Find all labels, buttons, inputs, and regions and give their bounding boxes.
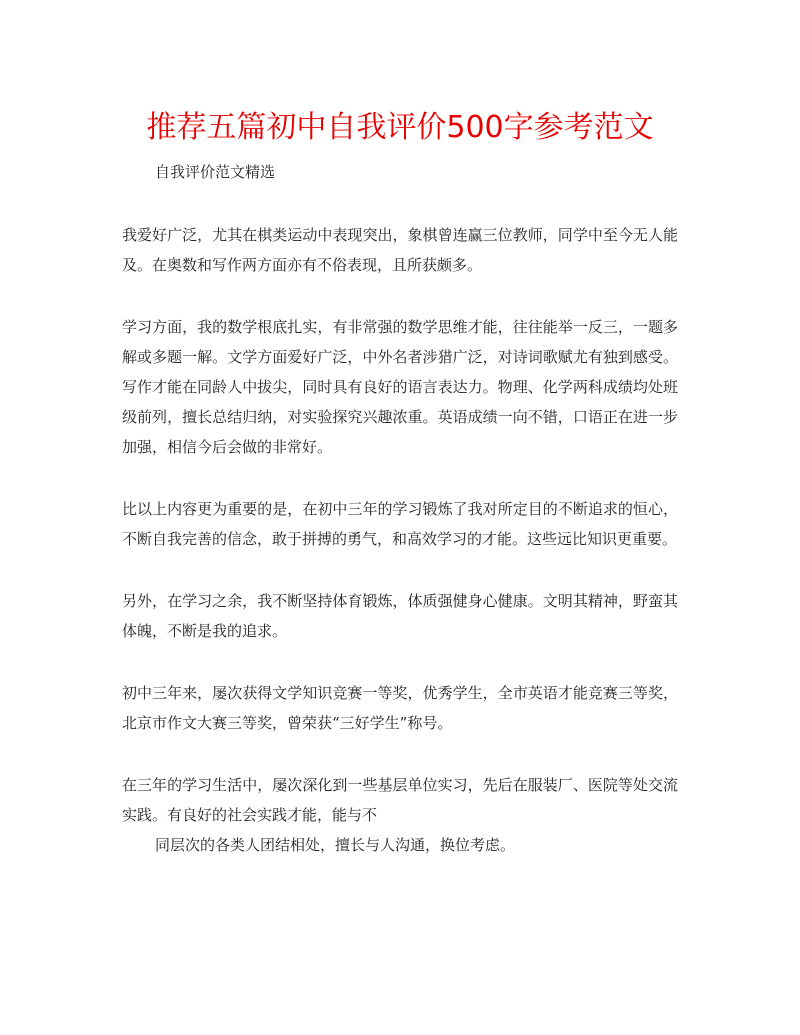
paragraph-continuation: 同层次的各类人团结相处，擅长与人沟通，换位考虑。 bbox=[155, 836, 516, 854]
paragraph-sports: 另外，在学习之余，我不断坚持体育锻炼，体质强健身心健康。文明其精神，野蛮其体魄，不断是我的追求。 bbox=[122, 592, 678, 640]
paragraph-practice: 在三年的学习生活中，屡次深化到一些基层单位实习，先后在服装厂、医院等处交流实践。有良好的社会实践才能，能与不 bbox=[122, 776, 678, 824]
paragraph-study: 学习方面，我的数学根底扎实，有非常强的数学思维才能，往往能举一反三，一题多解或多题一解。文学方面爱好广泛，中外名者涉猎广泛，对诗词歌赋尤有独到感受。写作才能在同龄人中拔尖，同时具有良好的语言表达力。物理、化学两科成绩均处班级前列，擅长总结归纳，对实验探究兴趣浓重。英语成绩一向不错，口语正在进一步加强，相信今后会做的非常好。 bbox=[122, 318, 678, 456]
document-body bbox=[122, 220, 678, 860]
paragraph-hobbies: 我爱好广泛，尤其在棋类运动中表现突出，象棋曾连赢三位教师，同学中至今无人能及。在奥数和写作两方面亦有不俗表现，且所获颇多。 bbox=[122, 226, 678, 274]
paragraph-perseverance: 比以上内容更为重要的是，在初中三年的学习锻炼了我对所定目的不断追求的恒心，不断自我完善的信念，敢于拼搏的勇气，和高效学习的才能。这些远比知识更重要。 bbox=[122, 500, 678, 548]
document-subtitle: 自我评价范文精选 bbox=[155, 163, 276, 181]
paragraph-awards: 初中三年来，屡次获得文学知识竞赛一等奖，优秀学生，全市英语才能竞赛三等奖，北京市作文大赛三等奖，曾荣获“三好学生”称号。 bbox=[122, 684, 678, 732]
document-title: 推荐五篇初中自我评价500字参考范文 bbox=[146, 110, 654, 145]
